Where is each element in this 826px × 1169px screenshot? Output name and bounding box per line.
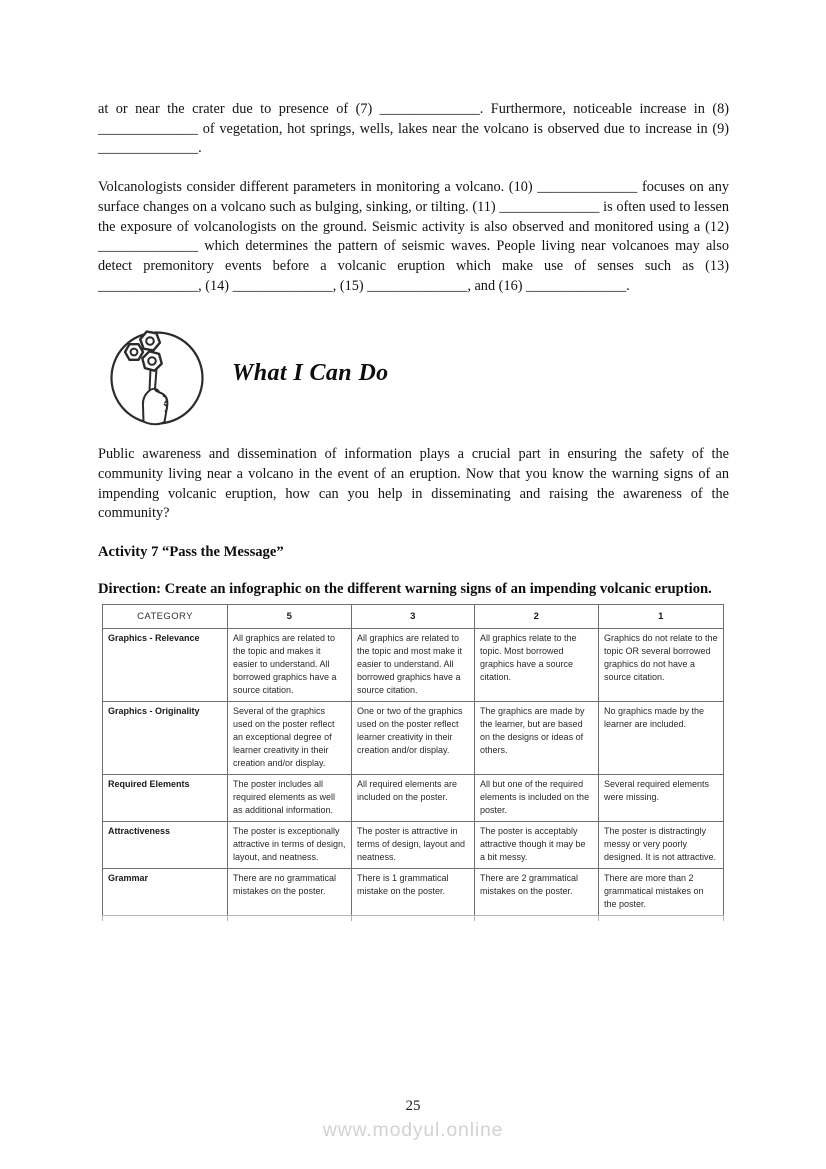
rubric-header-score-2: 2 — [475, 604, 599, 628]
rubric-row-graphics-originality — [103, 701, 724, 774]
rubric-cell: No graphics made by the learner are included. — [599, 701, 724, 774]
rubric-row-graphics-relevance — [103, 628, 724, 701]
rubric-row-grammar — [103, 868, 724, 915]
rubric-cell: There are 2 grammatical mistakes on the poster. — [475, 868, 599, 915]
paragraph-fill-blanks-1: at or near the crater due to presence of (7) ______________. Furthermore, noticeable increase in (8) ______________ of vegetation, hot springs, wells, lakes near the volcano is observed due to increase in (9) ______________. — [98, 101, 729, 157]
rubric-cell: All graphics relate to the topic. Most borrowed graphics have a source citation. — [475, 628, 599, 701]
what-i-can-do-icon — [106, 328, 208, 428]
activity-title: Activity 7 “Pass the Message” — [98, 544, 284, 561]
rubric-cell: The poster includes all required elements as well as additional information. — [228, 774, 352, 821]
rubric-header-score-3: 3 — [352, 604, 475, 628]
rubric-cell: The graphics are made by the learner, but are based on the designs or ideas of others. — [475, 701, 599, 774]
rubric-category: Graphics - Originality — [103, 701, 228, 774]
rubric-header-row — [103, 604, 724, 628]
rubric-cell: One or two of the graphics used on the poster reflect learner creativity in their creation and/or display. — [352, 701, 475, 774]
rubric-category: Graphics - Relevance — [103, 628, 228, 701]
rubric-cell: All but one of the required elements is included on the poster. — [475, 774, 599, 821]
page-number: 25 — [405, 1098, 421, 1114]
rubric-cell: Graphics do not relate to the topic OR several borrowed graphics do not have a source citation. — [599, 628, 724, 701]
activity-direction: Direction: Create an infographic on the different warning signs of an impending volcanic eruption. — [98, 581, 712, 598]
rubric-row-required-elements — [103, 774, 724, 821]
rubric-table — [102, 604, 724, 921]
rubric-cell: Several required elements were missing. — [599, 774, 724, 821]
what-i-can-do-header — [106, 328, 729, 428]
rubric-category: Grammar — [103, 868, 228, 915]
rubric-cell: The poster is distractingly messy or very poorly designed. It is not attractive. — [599, 821, 724, 868]
rubric-cell: All graphics are related to the topic and most make it easier to understand. All borrowed graphics have a source citation. — [352, 628, 475, 701]
paragraph-fill-blanks-2: Volcanologists consider different parameters in monitoring a volcano. (10) ______________ focuses on any surface changes on a volcano such as bulging, sinking, or tilting. (11) ______________ is often used to lessen the exposure of volcanologists on the ground. Seismic activity is also observed and monitored using a (12) ______________ which determines the pattern of seismic waves. People living near volcanoes may also detect premonitory events before a volcanic eruption which make use of senses such as (13) ______________, (14) ______________, (15) ______________, and (16) ______________. — [98, 179, 729, 294]
rubric-category: Attractiveness — [103, 821, 228, 868]
rubric-cell: All graphics are related to the topic and makes it easier to understand. All borrowed graphics have a source citation. — [228, 628, 352, 701]
rubric-cell: There are more than 2 grammatical mistakes on the poster. — [599, 868, 724, 915]
rubric-header-score-1: 1 — [599, 604, 724, 628]
rubric-cell: All required elements are included on the poster. — [352, 774, 475, 821]
rubric-cell: There are no grammatical mistakes on the poster. — [228, 868, 352, 915]
rubric-cell: The poster is attractive in terms of design, layout and neatness. — [352, 821, 475, 868]
rubric-cell: There is 1 grammatical mistake on the poster. — [352, 868, 475, 915]
rubric-row-cutoff — [103, 915, 724, 921]
rubric-header-category: CATEGORY — [103, 604, 228, 628]
rubric-header-score-5: 5 — [228, 604, 352, 628]
rubric-row-attractiveness — [103, 821, 724, 868]
rubric-cell: The poster is exceptionally attractive in terms of design, layout, and neatness. — [228, 821, 352, 868]
watermark: www.modyul.online — [322, 1119, 504, 1141]
rubric-category: Required Elements — [103, 774, 228, 821]
rubric-cell: Several of the graphics used on the poster reflect an exceptional degree of learner creativity in their creation and/or display. — [228, 701, 352, 774]
section-title: What I Can Do — [232, 359, 389, 386]
rubric-cell: The poster is acceptably attractive though it may be a bit messy. — [475, 821, 599, 868]
document-page — [98, 100, 729, 921]
paragraph-intro: Public awareness and dissemination of information plays a crucial part in ensuring the safety of the community living near a volcano in the event of an eruption. Now that you know the warning signs of an impending volcanic eruption, how can you help in disseminating and raising the awareness of the community? — [98, 446, 729, 522]
